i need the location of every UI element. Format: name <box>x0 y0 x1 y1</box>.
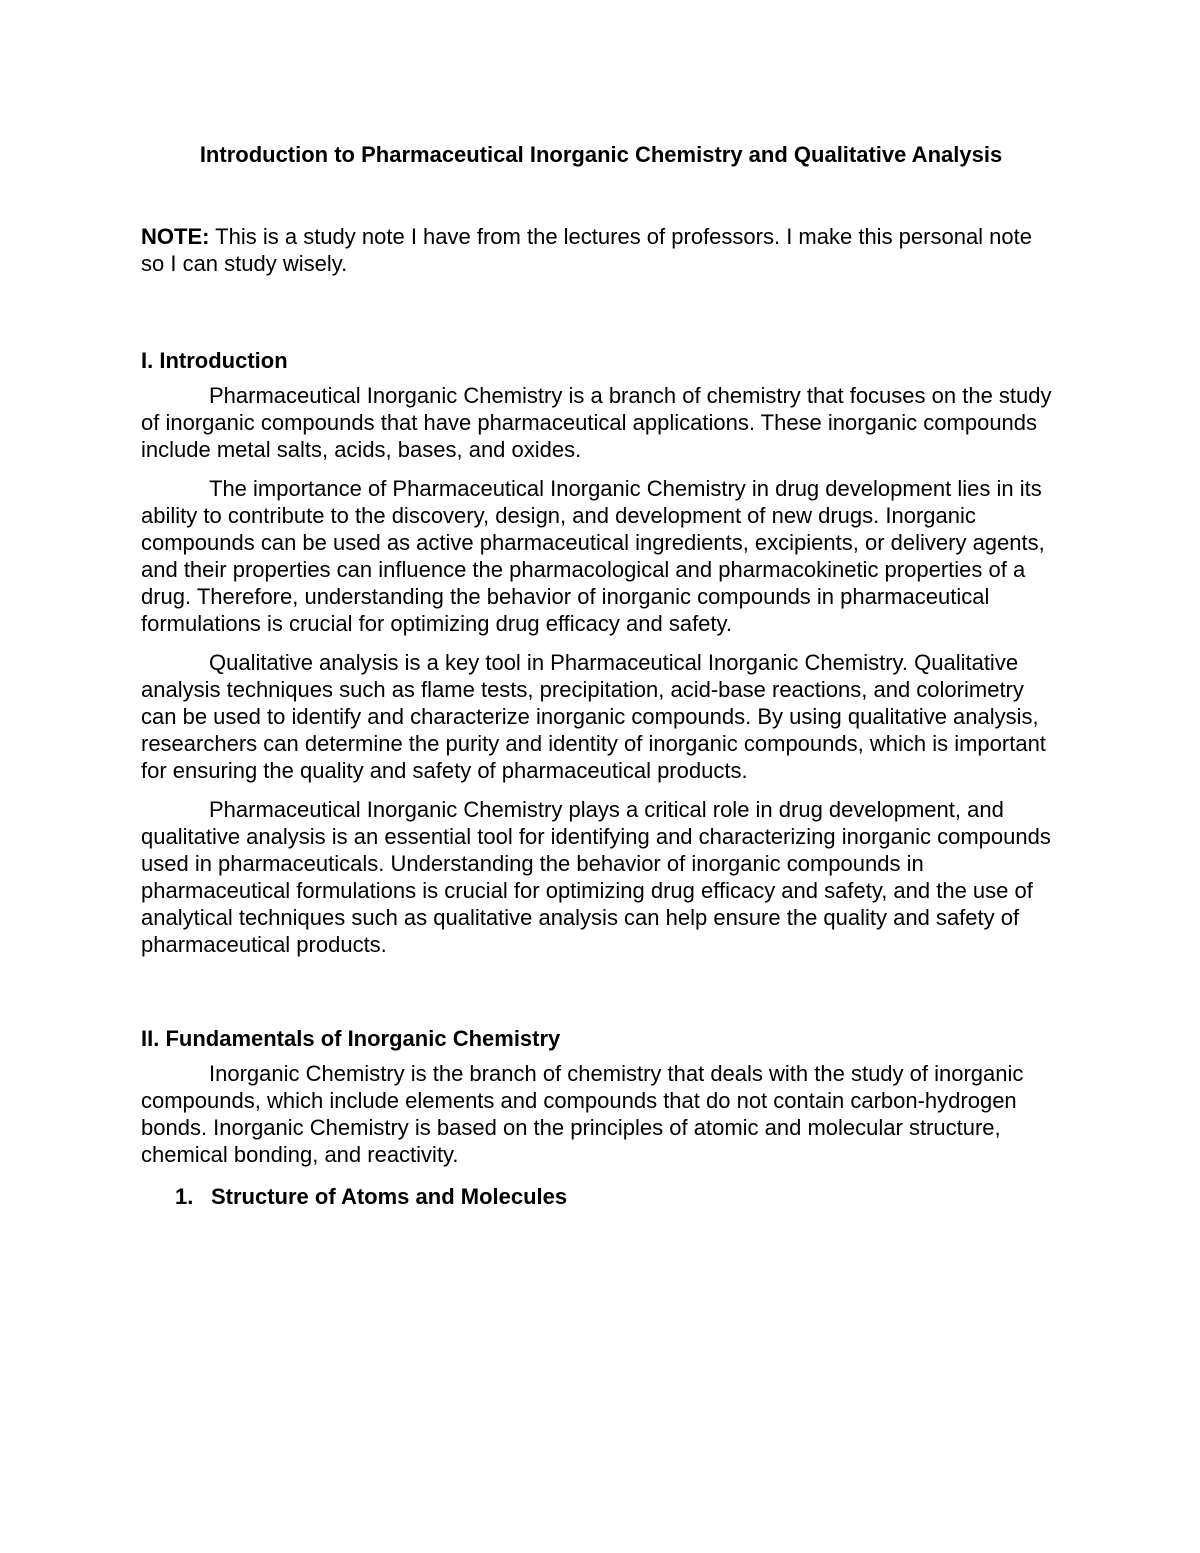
document-title: Introduction to Pharmaceutical Inorganic Chemistry and Qualitative Analysis <box>199 142 1003 167</box>
paragraph: Pharmaceutical Inorganic Chemistry is a branch of chemistry that focuses on the study of inorganic compounds that have pharmaceutical applications. These inorganic compounds include metal salts, acids, bases, and oxides. <box>141 383 1052 462</box>
document-body <box>141 140 1061 1212</box>
paragraph: Inorganic Chemistry is the branch of chemistry that deals with the study of inorganic compounds, which include elements and compounds that do not contain carbon-hydrogen bonds. Inorganic Chemistry is based on the principles of atomic and molecular structure, chemical bonding, and reactivity. <box>141 1061 1024 1167</box>
paragraph: The importance of Pharmaceutical Inorganic Chemistry in drug development lies in its ability to contribute to the discovery, design, and development of new drugs. Inorganic compounds can be used as active pharmaceutical ingredients, excipients, or delivery agents, and their properties can influence the pharmacological and pharmacokinetic properties of a drug. Therefore, understanding the behavior of inorganic compounds in pharmaceutical formulations is crucial for optimizing drug efficacy and safety. <box>141 476 1045 636</box>
section-heading-fundamentals: II. Fundamentals of Inorganic Chemistry <box>141 1026 561 1051</box>
subsection-heading-structure <box>141 1182 1061 1212</box>
note-label: NOTE: <box>141 224 210 249</box>
paragraph: Pharmaceutical Inorganic Chemistry plays a critical role in drug development, and qualitative analysis is an essential tool for identifying and characterizing inorganic compounds used in pharmaceuticals. Understanding the behavior of inorganic compounds in pharmaceutical formulations is crucial for optimizing drug efficacy and safety, and the use of analytical techniques such as qualitative analysis can help ensure the quality and safety of pharmaceutical products. <box>141 797 1051 957</box>
subsection-title: Structure of Atoms and Molecules <box>211 1184 568 1209</box>
study-note <box>141 223 1061 277</box>
note-text: This is a study note I have from the lectures of professors. I make this personal note so I can study wisely. <box>141 224 1033 276</box>
paragraph: Qualitative analysis is a key tool in Pharmaceutical Inorganic Chemistry. Qualitative analysis techniques such as flame tests, precipitation, acid-base reactions, and colorimetry can be used to identify and characterize inorganic compounds. By using qualitative analysis, researchers can determine the purity and identity of inorganic compounds, which is important for ensuring the quality and safety of pharmaceutical products. <box>141 650 1046 783</box>
section-heading-introduction: I. Introduction <box>141 348 288 373</box>
list-number: 1. <box>175 1184 194 1209</box>
